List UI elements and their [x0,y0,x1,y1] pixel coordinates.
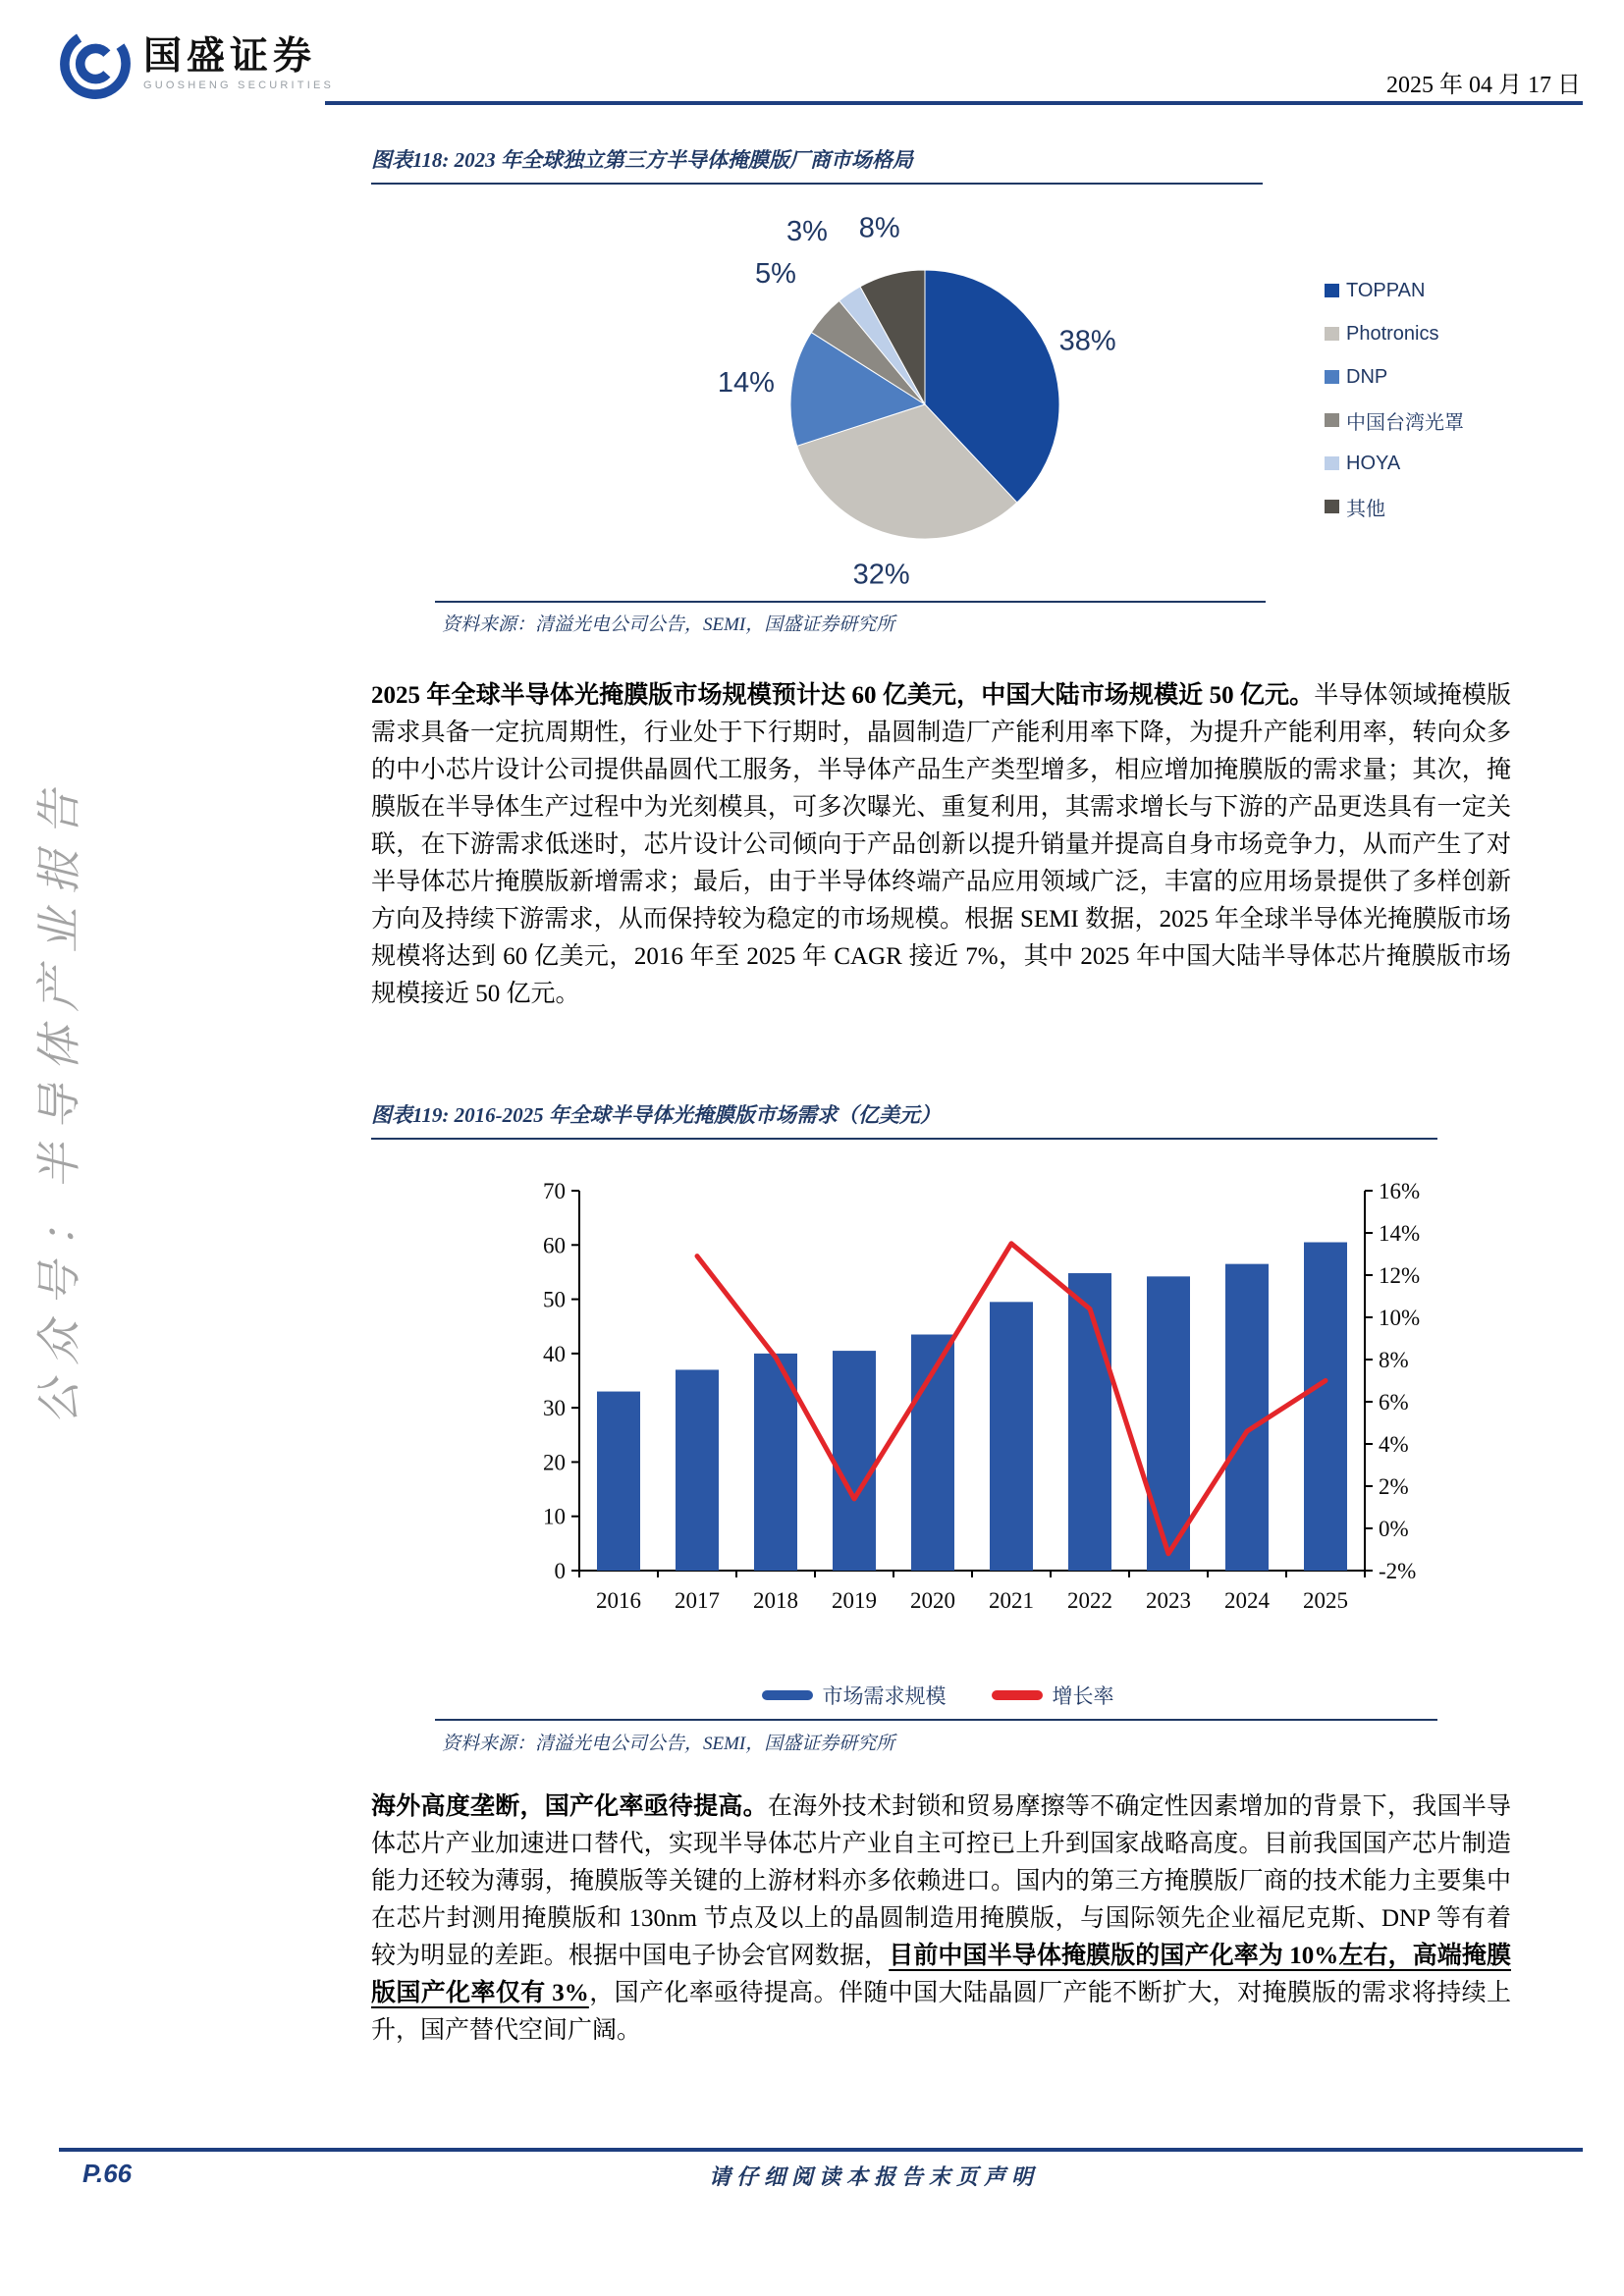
left-axis-tick: 60 [543,1233,566,1258]
left-axis-tick: 70 [543,1179,566,1203]
legend-item-中国台湾光罩 [1325,405,1464,435]
legend-swatch [1325,456,1339,470]
legend-swatch [1325,327,1339,341]
bar-2016 [597,1392,640,1571]
legend-label: 增长率 [1052,1684,1114,1708]
right-axis-tick: 2% [1379,1474,1409,1499]
paragraph2-body-2: ，国产化率亟待提高。伴随中国大陆晶圆厂产能不断扩大，对掩膜版的需求将持续上升，国产替代空间广阔。 [371,1980,1511,2044]
paragraph-localization [371,1789,1511,2050]
legend-label: Photronics [1346,322,1439,345]
bar-2025 [1304,1243,1347,1571]
x-axis-label: 2022 [1067,1588,1112,1613]
pie-data-label: 5% [754,257,796,290]
left-axis-tick: 10 [543,1504,566,1529]
left-axis-tick: 20 [543,1450,566,1475]
legend-item-增长率 [992,1681,1114,1710]
x-axis-label: 2017 [675,1588,720,1613]
figure118-title: 图表118: 2023 年全球独立第三方半导体掩膜版厂商市场格局 [371,148,913,172]
right-axis-tick: 12% [1379,1263,1421,1288]
guosheng-logo-icon [59,27,132,100]
bar-chart-legend [432,1681,1443,1710]
bar-2017 [676,1369,719,1571]
paragraph-market-size [371,677,1511,1013]
paragraph2-lead: 海外高度垄断，国产化率亟待提高。 [371,1793,768,1820]
x-axis-label: 2018 [753,1588,798,1613]
x-axis-label: 2020 [910,1588,955,1613]
legend-item-HOYA [1325,449,1464,478]
bar-2019 [833,1351,876,1571]
pie-data-label: 32% [852,559,910,589]
left-axis-tick: 50 [543,1287,566,1312]
legend-item-DNP [1325,362,1464,392]
header-brand [59,27,334,100]
x-axis-label: 2021 [989,1588,1034,1613]
left-axis-tick: 0 [554,1559,566,1583]
left-axis-tick: 40 [543,1341,566,1366]
right-axis-tick: -2% [1379,1559,1417,1583]
legend-swatch [1325,500,1339,513]
pie-data-label: 3% [785,216,828,248]
legend-item-市场需求规模 [762,1681,947,1710]
pie-data-label: 8% [858,212,900,244]
x-axis-label: 2023 [1146,1588,1191,1613]
bar-2024 [1225,1264,1269,1571]
legend-label: 中国台湾光罩 [1346,411,1464,434]
figure118-source: 资料来源：清溢光电公司公告，SEMI，国盛证券研究所 [442,614,895,635]
legend-label: 市场需求规模 [822,1684,947,1708]
brand-name-en: GUOSHENG SECURITIES [143,80,335,92]
pie-chart-legend [1325,276,1464,535]
bar-line-chart-market-demand [432,1163,1443,1629]
right-axis-tick: 6% [1379,1390,1409,1415]
paragraph1-body: 半导体领域掩模版需求具备一定抗周期性，行业处于下行期时，晶圆制造厂产能利用率下降，为提升产能利用率，转向众多的中小芯片设计公司提供晶圆代工服务，半导体产品生产类型增多，相应增加掩膜版的需求量；其次，掩膜版在半导体生产过程中为光刻模具，可多次曝光、重复利用，其需求增长与下游的产品更迭具有一定关联，在下游需求低迷时，芯片设计公司倾向于产品创新以提升销量并提高自身市场竞争力，从而产生了对半导体芯片掩膜版新增需求；最后，由于半导体终端产品应用领域广泛，丰富的应用场景提供了多样创新方向及持续下游需求，从而保持较为稳定的市场规模。根据 SEMI 数据，2025 年全球半导体光掩膜版市场规模将达到 60 亿美元，2016 年至 2025 年 CAGR 接近 7%，其中 2025 年中国大陆半导体芯片掩膜版市场规模接近 50 亿元。 [371,682,1511,1007]
x-axis-label: 2025 [1303,1588,1348,1613]
right-axis-tick: 16% [1379,1179,1421,1203]
page-number: P.66 [82,2159,133,2188]
pie-chart-market-share [432,191,1316,589]
pie-data-label: 14% [717,367,775,399]
x-axis-label: 2016 [596,1588,641,1613]
left-axis-tick: 30 [543,1396,566,1421]
figure119-source-divider [435,1719,1437,1721]
legend-label: 其他 [1346,498,1385,520]
figure118-source-divider [435,601,1266,603]
brand-text-block [143,36,334,92]
paragraph2-body-1: 在海外技术封锁和贸易摩擦等不确定性因素增加的背景下，我国半导体芯片产业加速进口替代，实现半导体芯片产业自主可控已上升到国家战略高度。目前我国国产芯片制造能力还较为薄弱，掩膜版等关键的上游材料亦多依赖进口。国内的第三方掩膜版厂商的技术能力主要集中在芯片封测用掩膜版和 130nm 节点及以上的晶圆制造用掩膜版，与国际领先企业福尼克斯、DNP 等有着较为明显的差距。根据中国电子协会官网数据， [371,1793,1511,1969]
legend-swatch [1325,284,1339,297]
figure119-title: 图表119: 2016-2025 年全球半导体光掩膜版市场需求（亿美元） [371,1103,941,1127]
footer-disclaimer: 请仔细阅读本报告末页声明 [708,2164,1039,2189]
figure118-title-divider [371,183,1263,185]
watermark-vertical-text: 公众号：半导体产业报告 [34,776,84,1424]
right-axis-tick: 10% [1379,1306,1421,1330]
footer-divider [59,2148,1583,2152]
x-axis-label: 2024 [1224,1588,1270,1613]
legend-swatch [1325,413,1339,427]
report-date: 2025 年 04 月 17 日 [1386,73,1581,98]
legend-label: DNP [1346,365,1388,388]
legend-item-Photronics [1325,319,1464,348]
legend-swatch [1325,370,1339,384]
right-axis-tick: 0% [1379,1517,1409,1541]
bar-2022 [1068,1273,1111,1571]
bar-2021 [990,1302,1033,1571]
legend-item-TOPPAN [1325,276,1464,305]
brand-name-cn: 国盛证券 [143,34,317,78]
header-divider [325,101,1583,105]
right-axis-tick: 4% [1379,1432,1409,1457]
paragraph2-highlight: 目前中国半导体掩膜版的国产化率为 10%左右，高端掩膜版国产化率仅有 3% [371,1943,1511,2006]
right-axis-tick: 8% [1379,1348,1409,1372]
legend-label: HOYA [1346,452,1401,474]
figure119-source: 资料来源：清溢光电公司公告，SEMI，国盛证券研究所 [442,1734,895,1754]
legend-label: TOPPAN [1346,279,1426,301]
legend-swatch [992,1690,1043,1700]
paragraph1-lead: 2025 年全球半导体光掩膜版市场规模预计达 60 亿美元，中国大陆市场规模近 50 亿元。 [371,682,1315,709]
pie-data-label: 38% [1058,325,1116,357]
legend-item-其他 [1325,492,1464,521]
right-axis-tick: 14% [1379,1221,1421,1246]
figure119-title-divider [371,1138,1437,1140]
x-axis-label: 2019 [832,1588,877,1613]
legend-swatch [762,1690,813,1700]
